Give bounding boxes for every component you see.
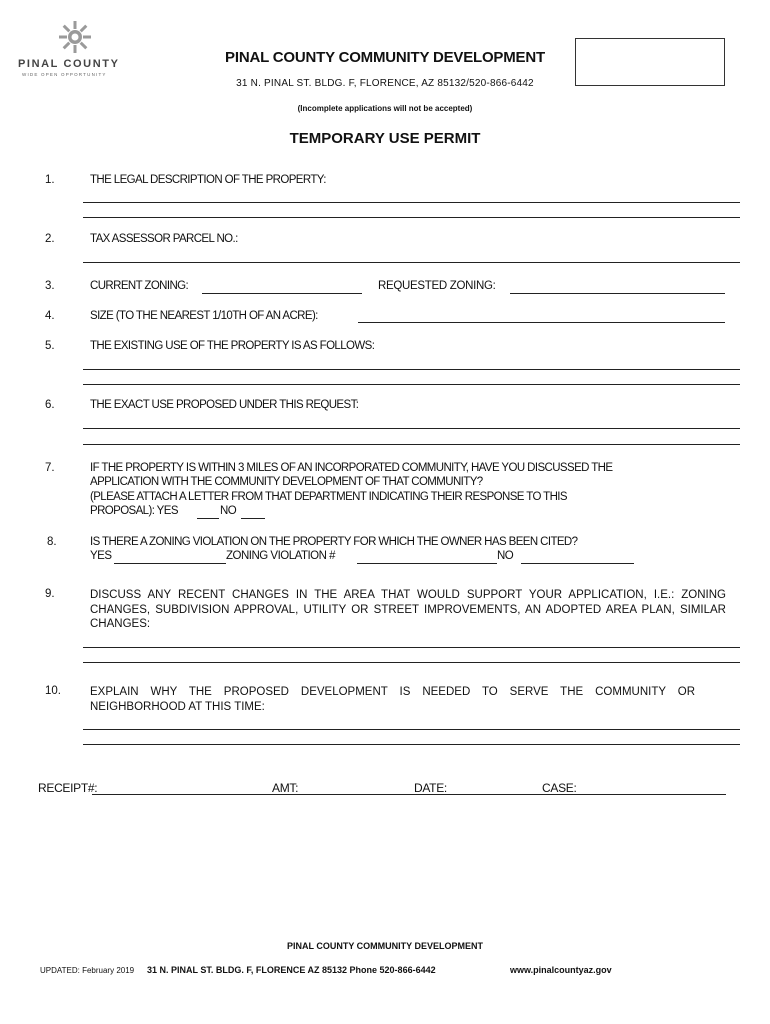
q1-label: THE LEGAL DESCRIPTION OF THE PROPERTY:: [90, 174, 326, 186]
q6-number: 6.: [45, 399, 55, 411]
q6-label: THE EXACT USE PROPOSED UNDER THIS REQUEST:: [90, 399, 359, 411]
q7-no-field[interactable]: [241, 518, 265, 519]
q8-number: 8.: [47, 536, 57, 548]
q8-no-label: NO: [497, 550, 514, 562]
date-label: DATE:: [414, 781, 447, 795]
q5-answer-line-1[interactable]: [83, 369, 740, 370]
logo-tagline: WIDE OPEN OPPORTUNITY: [22, 72, 107, 77]
q5-number: 5.: [45, 340, 55, 352]
form-title: TEMPORARY USE PERMIT: [289, 130, 481, 147]
size-acre-field[interactable]: [358, 322, 725, 323]
q9-answer-line-1[interactable]: [83, 647, 740, 648]
q5-answer-line-2[interactable]: [83, 384, 740, 385]
footer-website[interactable]: www.pinalcountyaz.gov: [510, 965, 612, 975]
q7-no-label: NO: [220, 505, 237, 517]
q8-line-1: IS THERE A ZONING VIOLATION ON THE PROPERTY FOR WHICH THE OWNER HAS BEEN CITED?: [90, 536, 578, 548]
office-use-line[interactable]: [92, 794, 726, 795]
q4-label: SIZE (TO THE NEAREST 1/10TH OF AN ACRE):: [90, 310, 318, 322]
requested-zoning-field[interactable]: [510, 293, 725, 294]
office-use-box[interactable]: [575, 38, 725, 86]
q6-answer-line-1[interactable]: [83, 428, 740, 429]
footer-title: PINAL COUNTY COMMUNITY DEVELOPMENT: [286, 941, 483, 951]
logo-name: PINAL COUNTY: [18, 58, 120, 70]
q3-number: 3.: [45, 280, 55, 292]
q10-number: 10.: [45, 685, 61, 697]
footer-address: 31 N. PINAL ST. BLDG. F, FLORENCE AZ 85132 Phone 520-866-6442: [147, 965, 436, 975]
q9-number: 9.: [45, 588, 55, 600]
agency-title: PINAL COUNTY COMMUNITY DEVELOPMENT: [225, 49, 545, 66]
q7-line-1: IF THE PROPERTY IS WITHIN 3 MILES OF AN INCORPORATED COMMUNITY, HAVE YOU DISCUSSED THE: [90, 462, 613, 474]
case-label: CASE:: [542, 781, 577, 795]
q9-text: DISCUSS ANY RECENT CHANGES IN THE AREA THAT WOULD SUPPORT YOUR APPLICATION, I.E.: ZONING CHANGES, SUBDIVISION APPROVAL, UTILITY OR STREET IMPROVEMENTS, AN ADOPTED AREA PLAN, SIMILAR CHANGES:: [90, 589, 726, 630]
q3-requested-zoning-label: REQUESTED ZONING:: [378, 280, 496, 292]
q7-line-2: APPLICATION WITH THE COMMUNITY DEVELOPMENT OF THAT COMMUNITY?: [90, 476, 483, 488]
current-zoning-field[interactable]: [202, 293, 362, 294]
q10-answer-line-2[interactable]: [83, 744, 740, 745]
amt-label: AMT:: [272, 781, 299, 795]
q2-number: 2.: [45, 233, 55, 245]
q8-yes-label: YES: [90, 550, 112, 562]
q6-answer-line-2[interactable]: [83, 444, 740, 445]
q2-label: TAX ASSESSOR PARCEL NO.:: [90, 233, 238, 245]
q7-line-4: PROPOSAL): YES: [90, 505, 178, 517]
q1-number: 1.: [45, 174, 55, 186]
agency-address: 31 N. PINAL ST. BLDG. F, FLORENCE, AZ 85132/520-866-6442: [236, 78, 534, 89]
incomplete-notice: (Incomplete applications will not be accepted): [297, 104, 473, 113]
q10-text: EXPLAIN WHY THE PROPOSED DEVELOPMENT IS NEEDED TO SERVE THE COMMUNITY OR NEIGHBORHOOD AT THIS TIME:: [90, 686, 695, 713]
q8-yes-field[interactable]: [114, 563, 226, 564]
q10-answer-line-1[interactable]: [83, 729, 740, 730]
q8-no-field[interactable]: [521, 563, 634, 564]
q3-current-zoning-label: CURRENT ZONING:: [90, 280, 189, 292]
q1-answer-line-2[interactable]: [83, 217, 740, 218]
q8-violation-label: ZONING VIOLATION #: [226, 550, 335, 562]
footer-updated: UPDATED: February 2019: [40, 966, 135, 975]
q1-answer-line-1[interactable]: [83, 202, 740, 203]
zoning-violation-number-field[interactable]: [357, 563, 497, 564]
receipt-label: RECEIPT#:: [38, 781, 98, 795]
q7-line-3: (PLEASE ATTACH A LETTER FROM THAT DEPARTMENT INDICATING THEIR RESPONSE TO THIS: [90, 491, 567, 503]
q7-number: 7.: [45, 462, 55, 474]
q4-number: 4.: [45, 310, 55, 322]
q5-label: THE EXISTING USE OF THE PROPERTY IS AS FOLLOWS:: [90, 340, 375, 352]
q2-answer-line[interactable]: [83, 262, 740, 263]
q7-yes-field[interactable]: [197, 518, 219, 519]
q9-answer-line-2[interactable]: [83, 662, 740, 663]
